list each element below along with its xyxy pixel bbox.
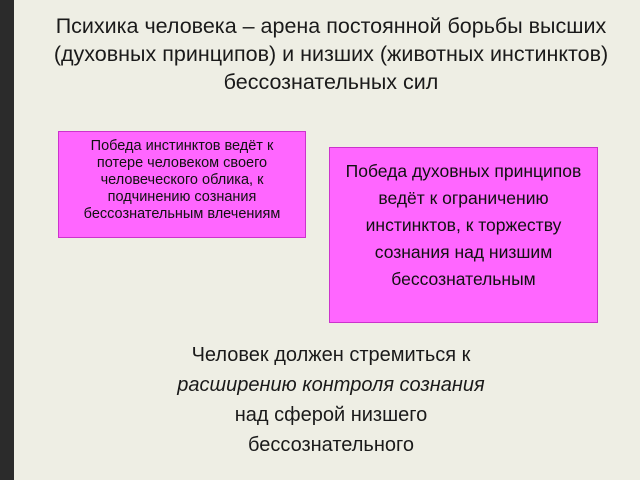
slide-conclusion [36,340,626,460]
callout-box-spiritual-text: Победа духовных принципов ведёт к ограничению инстинктов, к торжеству сознания над низшим бессознательным [345,161,582,289]
slide-accent-bar [0,0,14,480]
slide-canvas [22,0,640,480]
conclusion-line-1: Человек должен стремиться к [191,344,471,366]
callout-box-instincts-text: Победа инстинктов ведёт к потере человеком своего человеческого облика, к подчинению сознания бессознательным влечениям [83,138,281,222]
callout-box-spiritual [329,147,598,323]
callout-box-instincts [58,131,306,238]
conclusion-line-4: бессознательного [247,434,414,456]
slide-accent-bar-gap [14,0,22,480]
slide-title: Психика человека – арена постоянной борьбы высших (духовных принципов) и низших (животных инстинктов) бессознательных сил [53,14,609,94]
conclusion-line-3: над сферой низшего [234,404,428,426]
conclusion-line-2: расширению контроля сознания [177,374,485,396]
